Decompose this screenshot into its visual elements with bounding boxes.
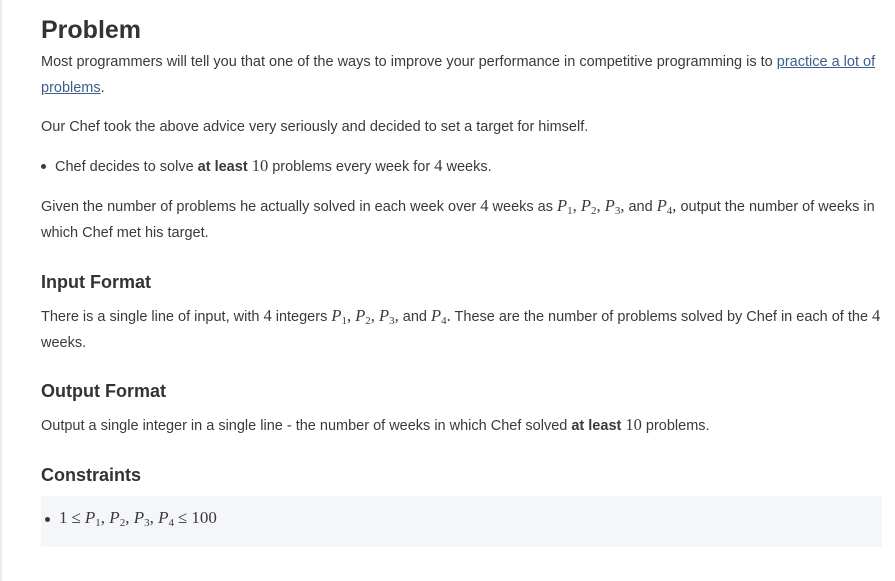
input-format-heading: Input Format	[41, 272, 151, 292]
output-format-heading: Output Format	[41, 381, 166, 401]
math-p-all: $P_1$, $P_2$, $P_3$, $P_4$	[84, 508, 174, 529]
constraints-box	[41, 496, 882, 547]
input-format-paragraph: There is a single line of input, with 4 integers $P_1$, $P_2$, $P_3$, and $P_4$. These are the number of problems solved by Chef in each of the 4 weeks.	[41, 306, 881, 351]
math-p-list: $P_1$, $P_2$, $P_3$,	[557, 196, 625, 217]
left-border	[0, 0, 2, 581]
list-item: $1 \le P_1$, $P_2$, $P_3$, $P_4 \le 100$	[45, 505, 882, 532]
advice-paragraph: Our Chef took the above advice very seriously and decided to set a target for himself.	[41, 119, 589, 135]
bold-at-least: at least	[197, 159, 248, 175]
math-p-list: $P_1$, $P_2$, $P_3$,	[331, 306, 399, 327]
math-p4: $P_4$.	[431, 306, 451, 327]
given-paragraph: Given the number of problems he actually solved in each week over 4 weeks as $P_1$, $P_2$, $P_3$, and $P_4$, output the number of weeks in which Chef met his target.	[41, 196, 875, 241]
problem-statement	[41, 14, 886, 547]
constraints-heading: Constraints	[41, 465, 142, 485]
constraints-list	[45, 505, 882, 532]
problem-title: Problem	[41, 16, 142, 44]
math-p4: $P_4$,	[656, 196, 677, 217]
target-list	[41, 153, 886, 180]
constraint-lower: 1	[59, 508, 68, 527]
bold-at-least: at least	[571, 418, 622, 434]
output-format-paragraph: Output a single integer in a single line - the number of weeks in which Chef solved at least 10 problems.	[41, 415, 710, 434]
intro-paragraph: Most programmers will tell you that one of the ways to improve your performance in competitive programming is to practice a lot of problems.	[41, 54, 876, 96]
list-item: Chef decides to solve at least 10 problems every week for 4 weeks.	[41, 153, 886, 180]
practice-link[interactable]: practice a lot of problems	[41, 54, 876, 96]
constraint-upper: 100	[191, 508, 217, 527]
